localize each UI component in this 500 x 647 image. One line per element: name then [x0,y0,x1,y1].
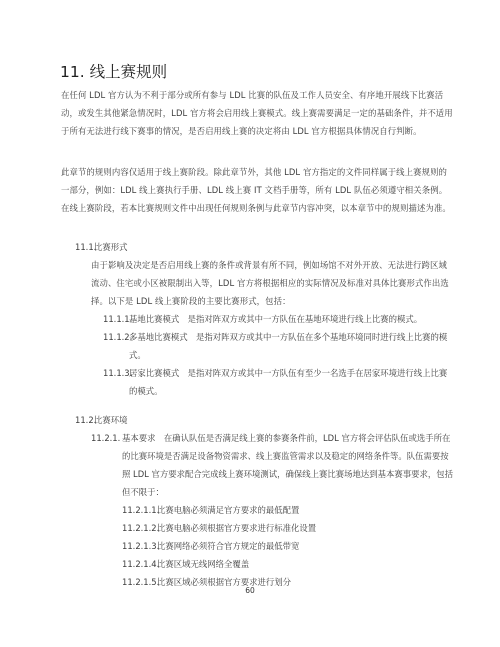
intro-paragraph: 在任何 LDL 官方认为不利于部分或所有参与 LDL 比赛的队伍及工作人员安全、有序地开展线下比赛活动，或发生其他紧急情况时，LDL 官方将会启用线上赛模式。线上赛需要满足一定的基础条件，并不适用于所有无法进行线下赛事的情况，是否启用线上赛的决定将由 LDL 官方根据具体情况自行判断。 [61,90,453,136]
item-text: 基地比赛模式 是指对阵双方或其中一方队伍在基地环境进行线上比赛的模式。 [129,314,423,324]
section-11-1-body: 由于影响及决定是否启用线上赛的条件或背景有所不同，例如场馆不对外开放、无法进行跨区域流动、住宅或小区被限制出入等，LDL 官方将根据相应的实际情况及标准对具体比赛形式作出选择。以下是 LDL 线上赛阶段的主要比赛形式，包括： [91,260,449,306]
page-number: 60 [245,586,255,595]
item-number: 11.2.1.4. [122,559,160,569]
list-item-11-1-1 [103,310,455,328]
item-number: 11.1.2. [103,332,133,342]
item-text: 比赛电脑必须根据官方要求进行标准化设置 [157,523,317,533]
item-text: 比赛电脑必须满足官方要求的最低配置 [157,505,300,515]
item-text: 基本要求 在确认队伍是否满足线上赛的参赛条件前，LDL 官方将会评估队伍或选手所在的比赛环境是否满足设备物资需求、线上赛监管需求以及稳定的网络条件等。队伍需要按照 LDL 官方要求配合完成线上赛环境测试，确保线上赛比赛场地达到基本赛事要求，包括但不限于： [122,433,453,497]
item-number: 11.2.1.3. [122,541,160,551]
list-item-11-1-2 [103,328,455,364]
section-11-1-heading [75,238,455,256]
item-number: 11.2.1. [91,433,121,443]
section-heading: 比赛环境 [94,415,128,425]
list-item-11-2-1-4 [122,555,455,573]
list-item-11-2-1-1 [122,501,455,519]
item-number: 11.2.1.5. [122,577,160,587]
item-text: 多基地比赛模式 是指对阵双方或其中一方队伍在多个基地环境同时进行线上比赛的模式。 [129,332,448,360]
section-11-2-heading [75,411,455,429]
item-text: 比赛区域必须根据官方要求进行划分 [157,577,291,587]
scope-paragraph: 此章节的规则内容仅适用于线上赛阶段。除此章节外，其他 LDL 官方指定的文件同样属于线上赛规则的一部分，例如：LDL 线上赛执行手册、LDL 线上赛 IT 文档手册等，所有 LDL 队伍必须遵守相关条例。在线上赛阶段，若本比赛规则文件中出现任何规则条例与此章节内容冲突，以本章节中的规则描述为准。 [61,167,451,213]
section-number: 11.2. [75,415,97,425]
list-item-11-1-3 [103,364,455,400]
item-number: 11.1.1. [103,314,133,324]
section-title: 11. 线上赛规则 [60,63,168,81]
item-text: 比赛网络必须符合官方规定的最低带宽 [157,541,300,551]
list-item-11-2-1-3 [122,537,455,555]
item-text: 比赛区域无线网络全覆盖 [157,559,250,569]
section-heading: 比赛形式 [94,242,128,252]
item-number: 11.2.1.1. [122,505,160,515]
item-number: 11.2.1.2. [122,523,160,533]
list-item-11-2-1-2 [122,519,455,537]
item-text: 居家比赛模式 是指对阵双方或其中一方队伍有至少一名选手在居家环境进行线上比赛的模式。 [129,368,448,396]
section-number: 11.1. [75,242,97,252]
item-number: 11.1.3. [103,368,133,378]
